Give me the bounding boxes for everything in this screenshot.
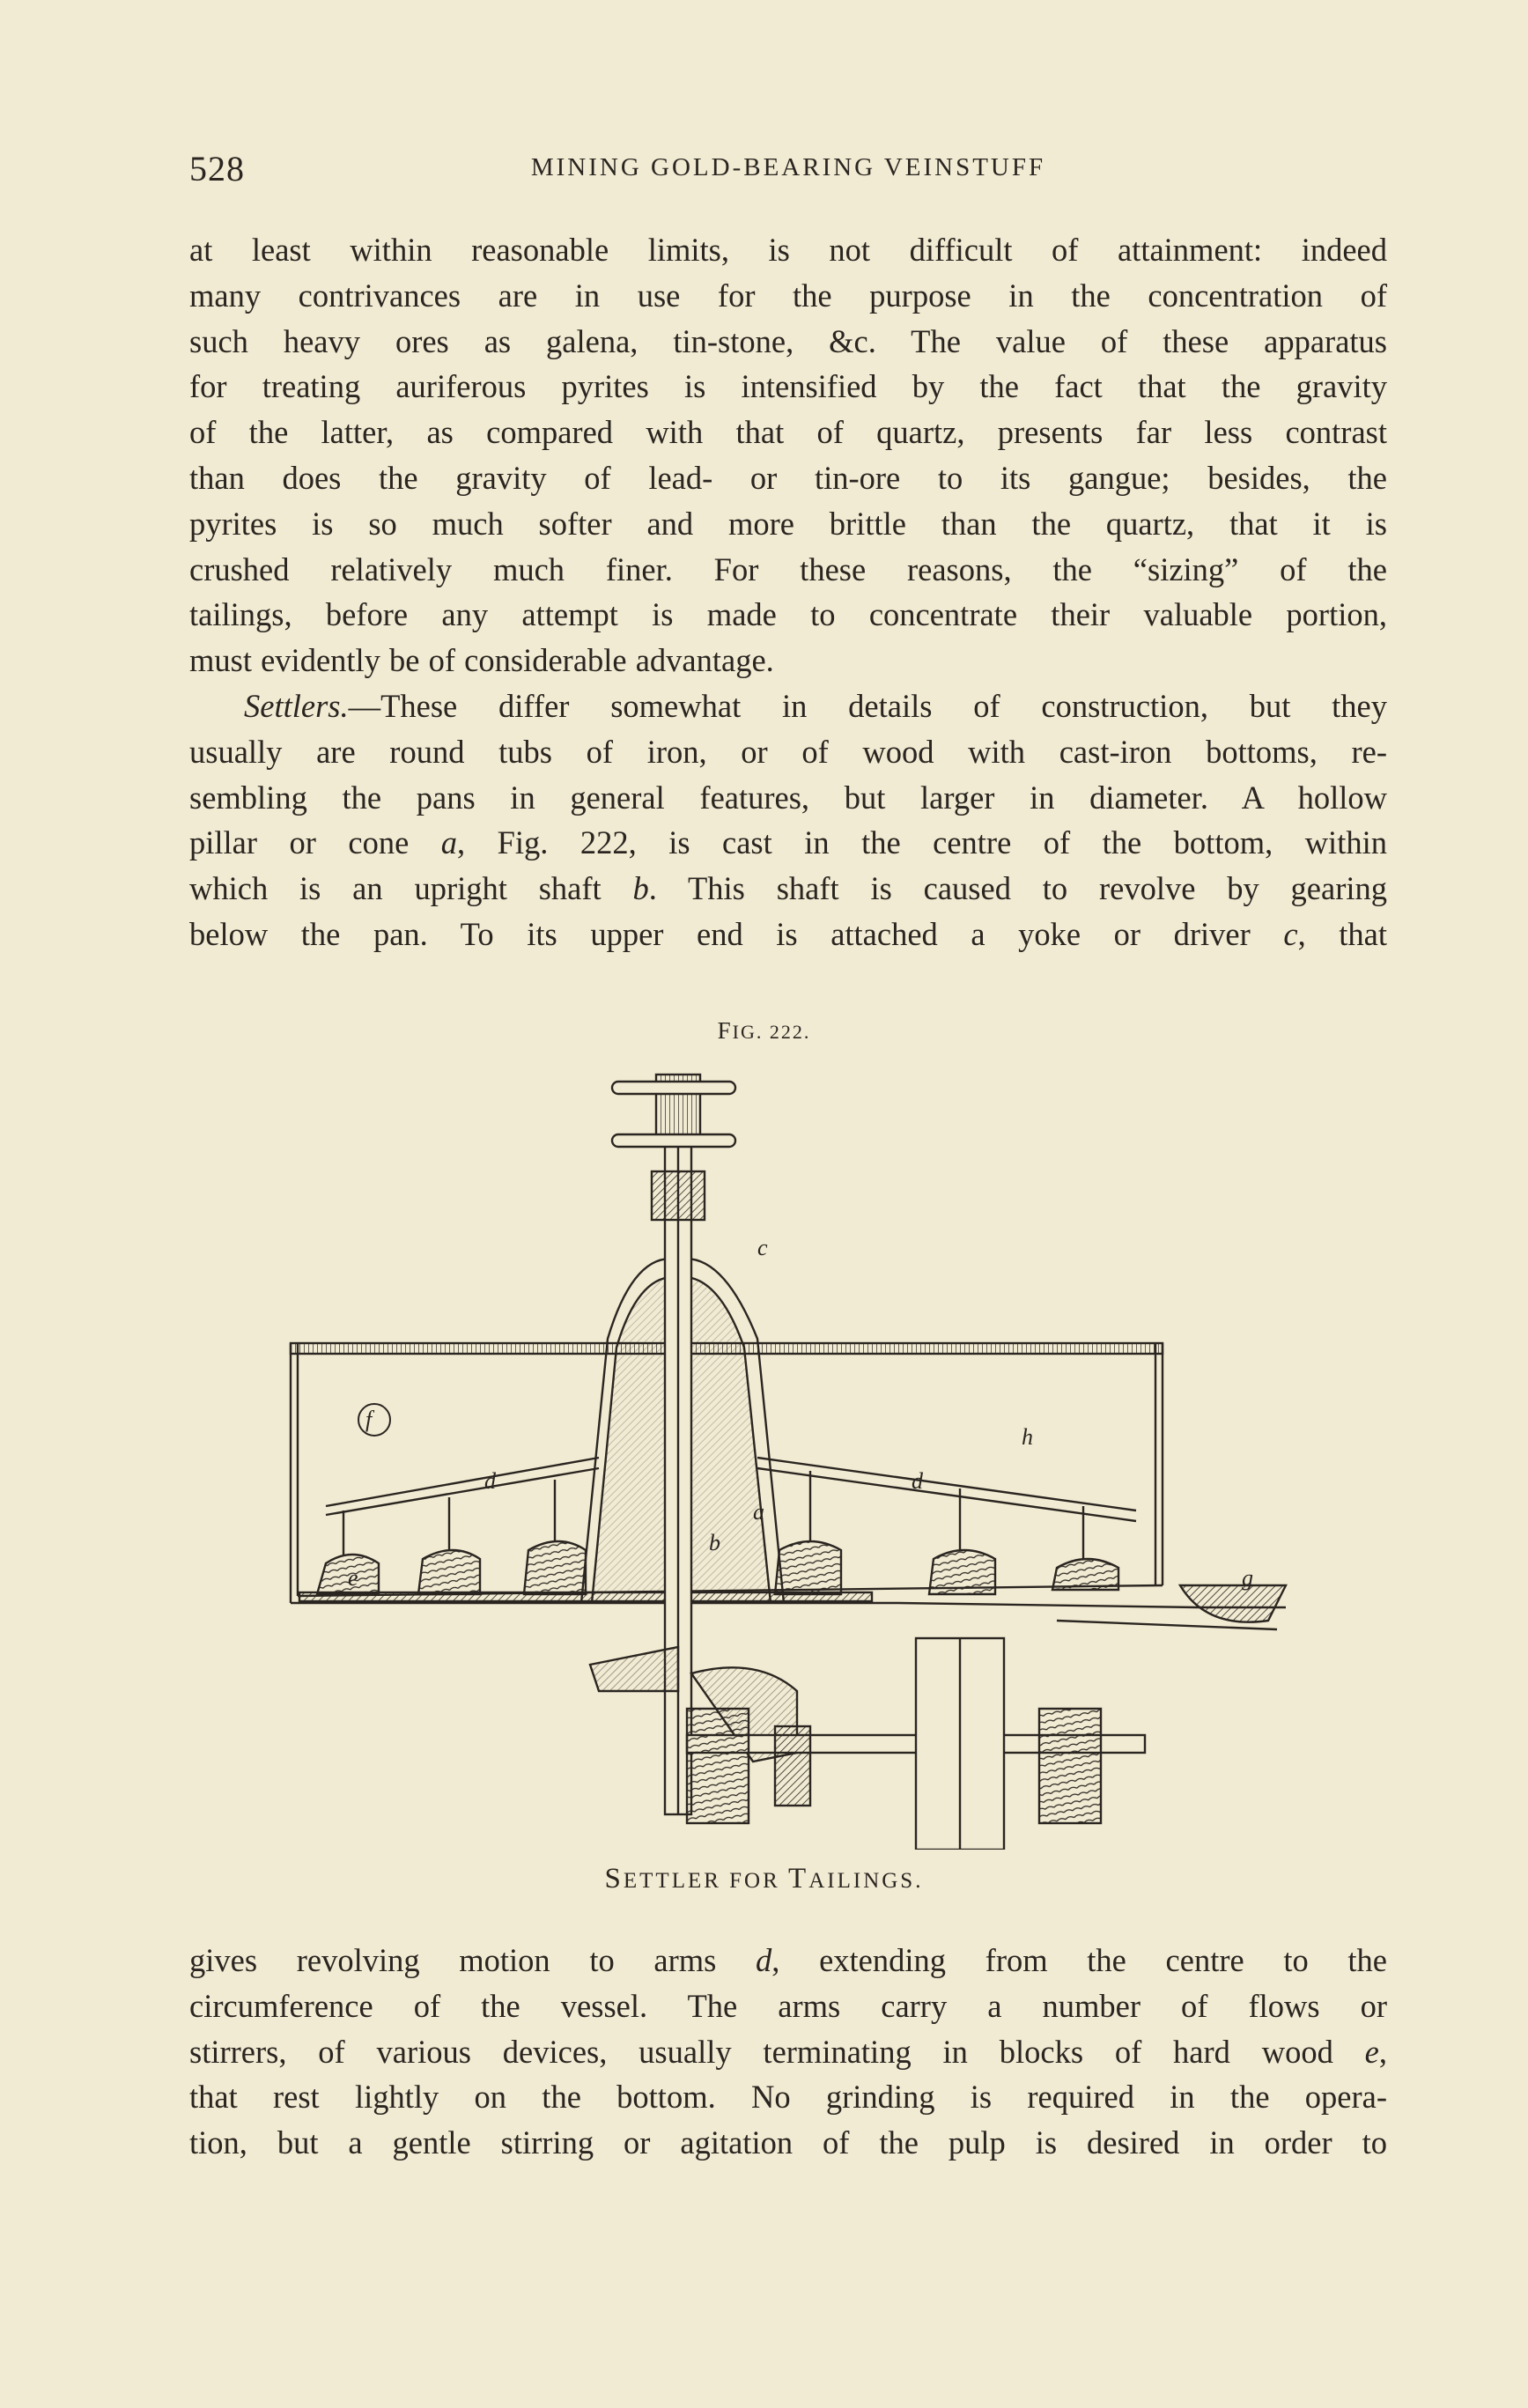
- text-line: which is an upright shaft b. This shaft is caused to revolve by gearing: [189, 870, 1387, 907]
- discharge-spout: [1180, 1585, 1286, 1622]
- text-line: circumference of the vessel. The arms carry a number of flows or: [189, 1987, 1387, 2024]
- text-line: gives revolving motion to arms d, extending from the centre to the: [189, 1942, 1387, 1978]
- text-line: at least within reasonable limits, is not difficult of attainment: indeed: [189, 232, 1387, 268]
- label-d-left: d: [484, 1468, 496, 1494]
- running-title: MINING GOLD-BEARING VEINSTUFF: [530, 153, 1046, 181]
- text-line: many contrivances are in use for the purpose in the concentration of: [189, 277, 1387, 314]
- label-e: e: [348, 1565, 358, 1591]
- arm-left: [326, 1458, 599, 1506]
- text-line: sembling the pans in general features, but larger in diameter. A hollow: [189, 779, 1387, 816]
- text-line: stirrers, of various devices, usually terminating in blocks of hard wood e,: [189, 2033, 1387, 2070]
- tub-bottom: [291, 1603, 1286, 1607]
- figure-caption: SETTLER FOR TAILINGS.: [604, 1863, 924, 1895]
- bearing-left: [687, 1709, 749, 1823]
- label-f: f: [365, 1407, 373, 1432]
- settler-figure: [264, 1057, 1295, 1850]
- label-d-right: d: [912, 1468, 923, 1494]
- text-line: tailings, before any attempt is made to concentrate their valuable portion,: [189, 596, 1387, 633]
- text-line: crushed relatively much finer. For these reasons, the “sizing” of the: [189, 550, 1387, 587]
- body-text-top: [189, 227, 1387, 957]
- label-c: c: [757, 1235, 768, 1260]
- text-line: such heavy ores as galena, tin-stone, &c. The value of these apparatus: [189, 322, 1387, 359]
- text-line: pillar or cone a, Fig. 222, is cast in the centre of the bottom, within: [189, 824, 1387, 861]
- label-h: h: [1022, 1424, 1033, 1450]
- text-line: pyrites is so much softer and more brittle than the quartz, that it is: [189, 505, 1387, 542]
- text-line: must evidently be of considerable advantage.: [189, 642, 774, 679]
- text-line: below the pan. To its upper end is attached a yoke or driver c, that: [189, 915, 1387, 952]
- settlers-paragraph-line: Settlers.—These differ somewhat in details of construction, but they: [244, 687, 1387, 724]
- body-text-bottom: [189, 1938, 1387, 2166]
- arm-right: [757, 1458, 1136, 1511]
- text-line: for treating auriferous pyrites is intensified by the fact that the gravity: [189, 368, 1387, 405]
- text-line: usually are round tubs of iron, or of wood with cast-iron bottoms, re-: [189, 733, 1387, 770]
- page-header: [189, 148, 1387, 192]
- text-line: than does the gravity of lead- or tin-ore to its gangue; besides, the: [189, 459, 1387, 496]
- text-line: of the latter, as compared with that of quartz, presents far less contrast: [189, 414, 1387, 451]
- label-b: b: [709, 1530, 720, 1555]
- settlers-heading: Settlers.: [244, 687, 349, 724]
- label-a: a: [753, 1499, 764, 1525]
- figure-label: FIG. 222.: [717, 1017, 811, 1044]
- text-line: tion, but a gentle stirring or agitation of the pulp is desired in order to: [189, 2124, 1387, 2161]
- page-number: 528: [189, 149, 245, 188]
- stirrers-right: [775, 1471, 1118, 1594]
- bearing-right: [1039, 1709, 1101, 1823]
- label-g: g: [1242, 1565, 1253, 1591]
- text-line: that rest lightly on the bottom. No grinding is required in the opera-: [189, 2079, 1387, 2116]
- bevel-gear-left: [590, 1647, 678, 1691]
